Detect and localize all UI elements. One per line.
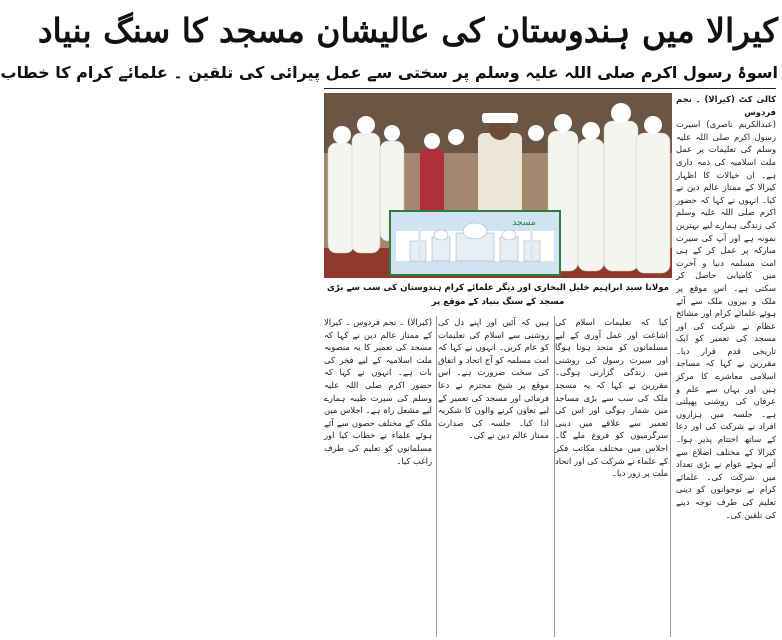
column-divider (436, 316, 437, 637)
article-column-c (324, 316, 432, 637)
dateline: کالی کٹ (کیرالا) ۔ نجم فردوس (676, 94, 776, 117)
article-column-a (555, 316, 668, 637)
body-text-c: (کیرالا) ۔ نجم فردوس ۔ کیرالا کے ممتاز عالم دین نے کہا کہ مسجد کی تعمیر کا یہ منصوبہ ملت اسلامیہ کے لیے فخر کی بات ہے۔ انہوں نے کہا کہ حضور اکرم صلی اللہ علیہ وسلم کی سیرت طیبہ ہمارے لیے مشعل راہ ہے۔ اجلاس میں ملک کے مختلف حصوں سے آئے ہوئے علماء نے خطاب کیا اور مسلمانوں کو تعلیم کی طرف راغب کیا۔ (324, 317, 432, 466)
event-photo (324, 93, 672, 278)
column-divider (670, 316, 671, 637)
subheadline: اسوۂ رسول اکرم صلی اللہ علیہ وسلم پر سختی سے عمل پیرائی کی تلقین ۔ علمائے کرام کا خطاب (0, 63, 778, 82)
banner-text: مسجد (512, 218, 536, 228)
header-rule (324, 88, 776, 89)
body-text-a: کیا کہ تعلیمات اسلام کی اشاعت اور عمل آوری کے لیے مسلمانوں کو متحد ہونا ہوگا اور سیرت رسول کی روشنی میں زندگی گزارنی ہوگی۔ مقررین نے کہا کہ یہ مسجد ملک کی سب سے بڑی مساجد میں شمار ہوگی اور اس کی تعمیر سے علاقے میں دینی سرگرمیوں کو فروغ ملے گا۔ اجلاس میں مختلف مکاتب فکر کے علماء نے شرکت کی اور اتحاد ملت پر زور دیا۔ (555, 317, 668, 479)
body-text-b: ہیں کہ آئیں اور اپنے دل کی روشنی سے اسلام کی تعلیمات کو عام کریں۔ انہوں نے کہا کہ امت مسلمہ کو آج اتحاد و اتفاق کی سخت ضرورت ہے۔ اس موقع پر شیخ محترم نے دعا فرمائی اور مسجد کی تعمیر کے لیے تعاون کرنے والوں کا شکریہ ادا کیا۔ جلسہ کی صدارت ممتاز عالم دین نے کی۔ (438, 317, 549, 441)
headline: کیرالا میں ہندوستان کی عالیشان مسجد کا سنگ بنیاد (37, 11, 778, 50)
photo-caption: مولانا سید ابراہیم خلیل البخاری اور دیگر علمائے کرام ہندوستان کی سب سے بڑی مسجد کے سنگ بنیاد کے موقع پر (327, 283, 669, 307)
body-text-right: (عبدالکریم ناصری) اسیرت رسول اکرم صلی اللہ علیہ وسلم کی تعلیمات پر عمل ملت اسلامیہ کی ذمہ داری ہے۔ ان خیالات کا اظہار کیرالا کے ممتاز عالم دین نے کیا۔ انہوں نے کہا کہ حضور اکرم صلی اللہ علیہ وسلم کی زندگی ہمارے لیے بہترین نمونہ ہے اور آپ کی سیرت مبارکہ پر عمل کر کے ہی امت مسلمہ دنیا و آخرت میں کامیابی حاصل کر سکتی ہے۔ اس موقع پر ملک و بیرون ملک سے آئے ہوئے علمائے کرام اور مشائخ عظام نے شرکت کی اور مسجد کی تعمیر کو ایک تاریخی قدم قرار دیا۔ مقررین نے کہا کہ مساجد اسلامی معاشرے کا مرکز ہیں اور یہاں سے علم و عرفان کی روشنی پھیلتی ہے۔ جلسہ میں ہزاروں افراد نے شرکت کی اور دعا کے ساتھ اختتام پذیر ہوا۔ کیرالا کے مختلف اضلاع سے آئے ہوئے عوام نے بڑی تعداد میں شرکت کی۔ علمائے کرام نے نوجوانوں کو دینی تعلیم کی طرف توجہ دینے کی تلقین کی۔ (676, 119, 776, 520)
event-photo-illustration (324, 93, 672, 278)
article-column-b (438, 316, 549, 637)
article-column-right (676, 93, 776, 637)
